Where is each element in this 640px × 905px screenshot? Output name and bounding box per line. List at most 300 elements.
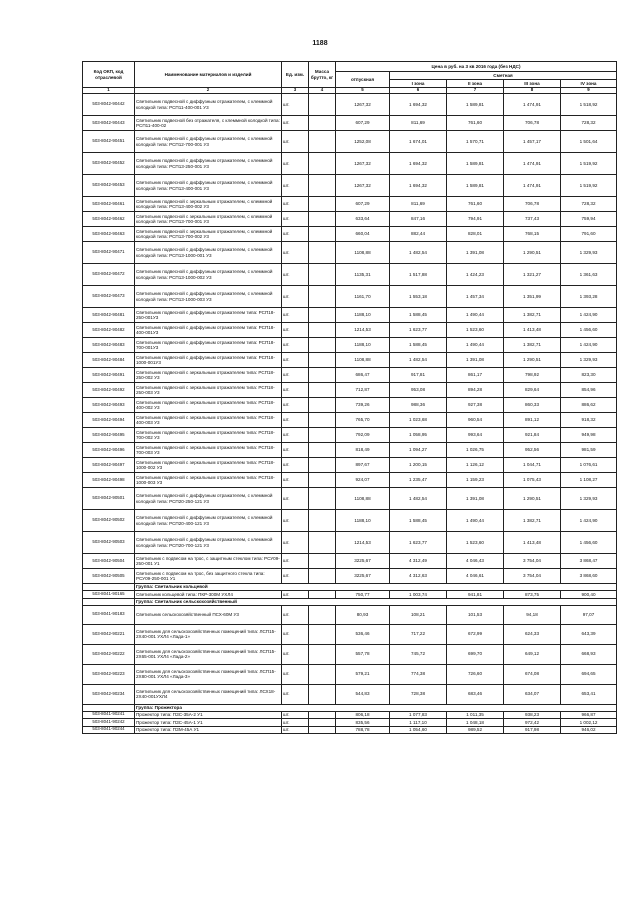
name-cell: Светильник сельскохозяйственный ПСХ-60М У3: [135, 605, 282, 624]
release-price-cell: 1108,88: [336, 488, 390, 510]
header-estimate-price: Сметная: [390, 72, 617, 80]
name-cell: Светильник для сельскохозяйственных помещений типа: ЛСП15-2Х65-001 УХЛ4 «Лада-2»: [135, 644, 282, 664]
zone-4-price-cell: 918,32: [561, 413, 617, 428]
code-cell: 503-8042-90498: [83, 473, 135, 488]
table-row: [83, 286, 617, 308]
zone-3-price-cell: 706,78: [504, 197, 561, 212]
zone-1-price-cell: 4 312,63: [390, 569, 447, 584]
table-row: [83, 591, 617, 599]
name-cell: Светильник подвесной с зеркальным отражателем типа: РСП18-250-003 У3: [135, 383, 282, 398]
zone-4-price-cell: 694,65: [561, 664, 617, 684]
mass-cell: [309, 286, 336, 308]
zone-1-price-cell: 1 588,45: [390, 338, 447, 353]
code-cell: 503-8042-90503: [83, 532, 135, 554]
zone-1-price-cell: 1 054,60: [390, 726, 447, 734]
zone-2-price-cell: 1 589,81: [447, 153, 504, 175]
mass-cell: [309, 338, 336, 353]
unit-cell: шт.: [282, 94, 309, 116]
release-price-cell: 1135,31: [336, 264, 390, 286]
zone-3-price-cell: 917,98: [504, 726, 561, 734]
table-row: [83, 353, 617, 368]
mass-cell: [309, 569, 336, 584]
zone-1-price-cell: 1 517,88: [390, 264, 447, 286]
release-price-cell: 739,26: [336, 398, 390, 413]
release-price-cell: 1188,10: [336, 510, 390, 532]
name-cell: Светильник подвесной с зеркальным отражателем типа: РСП18-1000-003 У3: [135, 473, 282, 488]
zone-2-price-cell: 4 046,61: [447, 569, 504, 584]
unit-cell: шт.: [282, 532, 309, 554]
zone-3-price-cell: 1 382,71: [504, 308, 561, 323]
table-row: [83, 131, 617, 153]
zone-3-price-cell: 860,33: [504, 398, 561, 413]
mass-cell: [309, 428, 336, 443]
release-price-cell: 1108,88: [336, 242, 390, 264]
table-row: [83, 719, 617, 727]
section-code-cell: [83, 704, 135, 711]
zone-3-price-cell: 1 321,27: [504, 264, 561, 286]
unit-cell: шт.: [282, 624, 309, 644]
release-price-cell: 1161,70: [336, 286, 390, 308]
code-cell: 503-8042-90504: [83, 554, 135, 569]
unit-cell: шт.: [282, 197, 309, 212]
release-price-cell: 633,64: [336, 212, 390, 227]
zone-1-price-cell: 1 200,15: [390, 458, 447, 473]
zone-3-price-cell: 1 413,48: [504, 532, 561, 554]
table-row: [83, 175, 617, 197]
table-row: [83, 413, 617, 428]
name-cell: Светильник подвесной с диффузным отражателем, с клеммной колодкой типа: РСП12-700-001 У3: [135, 131, 282, 153]
zone-2-price-cell: 1 589,81: [447, 94, 504, 116]
release-price-cell: 3225,67: [336, 554, 390, 569]
code-cell: 503-8042-90502: [83, 510, 135, 532]
zone-3-price-cell: 1 382,71: [504, 510, 561, 532]
zone-2-price-cell: 1 570,71: [447, 131, 504, 153]
release-price-cell: 897,67: [336, 458, 390, 473]
zone-4-price-cell: 1 501,64: [561, 131, 617, 153]
mass-cell: [309, 624, 336, 644]
unit-cell: шт.: [282, 510, 309, 532]
zone-2-price-cell: 993,64: [447, 428, 504, 443]
zone-3-price-cell: 706,78: [504, 116, 561, 131]
zone-4-price-cell: 946,02: [561, 726, 617, 734]
header-code: Код ОКП, код отраслевой: [83, 62, 135, 88]
table-row: [83, 644, 617, 664]
zone-1-price-cell: 811,69: [390, 116, 447, 131]
zone-1-price-cell: 745,72: [390, 644, 447, 664]
mass-cell: [309, 510, 336, 532]
table-row: [83, 94, 617, 116]
release-price-cell: 1252,08: [336, 131, 390, 153]
zone-1-price-cell: 1 623,77: [390, 532, 447, 554]
table-row: [83, 116, 617, 131]
unit-cell: шт.: [282, 153, 309, 175]
zone-2-price-cell: 794,91: [447, 212, 504, 227]
release-price-cell: 536,46: [336, 624, 390, 644]
zone-3-price-cell: 972,42: [504, 719, 561, 727]
unit-cell: шт.: [282, 227, 309, 242]
zone-1-price-cell: 1 077,83: [390, 711, 447, 719]
name-cell: Светильник подвесной без отражателя, с клеммной колодкой типа: РСП11-400-02: [135, 116, 282, 131]
header-name: Наименование материалов и изделий: [135, 62, 282, 88]
zone-3-price-cell: 1 474,91: [504, 153, 561, 175]
section-code-cell: [83, 584, 135, 591]
release-price-cell: 750,77: [336, 591, 390, 599]
section-title: Группа: Светильник сельскохозяйственный: [135, 598, 617, 605]
zone-4-price-cell: 966,87: [561, 711, 617, 719]
zone-1-price-cell: 953,08: [390, 383, 447, 398]
zone-3-price-cell: 798,92: [504, 368, 561, 383]
code-cell: 503-8042-90497: [83, 458, 135, 473]
zone-2-price-cell: 1 011,35: [447, 711, 504, 719]
name-cell: Светильник подвесной с диффузным отражателем, с клеммной колодкой типа: РСП20-250-121 У3: [135, 488, 282, 510]
table-row: [83, 323, 617, 338]
zone-1-price-cell: 1 482,54: [390, 353, 447, 368]
table-row: [83, 664, 617, 684]
code-cell: 503-8042-90493: [83, 398, 135, 413]
zone-1-price-cell: 728,38: [390, 684, 447, 704]
name-cell: Прожектор типа: ПЗС-45А-1 У1: [135, 719, 282, 727]
code-cell: 503-8042-90473: [83, 286, 135, 308]
zone-4-price-cell: 3 868,60: [561, 569, 617, 584]
code-cell: 503-8041-90183: [83, 605, 135, 624]
name-cell: Прожектор типа: ПЗМ-45А У1: [135, 726, 282, 734]
code-cell: 503-8042-90452: [83, 153, 135, 175]
zone-1-price-cell: 1 694,32: [390, 153, 447, 175]
unit-cell: шт.: [282, 116, 309, 131]
zone-3-price-cell: 1 290,51: [504, 242, 561, 264]
zone-4-price-cell: 668,93: [561, 644, 617, 664]
header-zone-4: IV зона: [561, 80, 617, 88]
release-price-cell: 765,70: [336, 413, 390, 428]
code-cell: 503-8042-90234: [83, 684, 135, 704]
zone-4-price-cell: 1 108,27: [561, 473, 617, 488]
unit-cell: шт.: [282, 242, 309, 264]
release-price-cell: 1214,53: [336, 323, 390, 338]
zone-4-price-cell: 1 361,63: [561, 264, 617, 286]
zone-3-price-cell: 624,33: [504, 624, 561, 644]
unit-cell: шт.: [282, 664, 309, 684]
zone-2-price-cell: 761,60: [447, 197, 504, 212]
zone-2-price-cell: 960,54: [447, 413, 504, 428]
mass-cell: [309, 473, 336, 488]
unit-cell: шт.: [282, 264, 309, 286]
name-cell: Прожектор типа: ПЗС-35А-2 У1: [135, 711, 282, 719]
name-cell: Светильник подвесной с зеркальным отражателем типа: РСП18-250-002 У3: [135, 368, 282, 383]
name-cell: Светильник подвесной с диффузным отражателем типа: РСП18-700-001У3: [135, 338, 282, 353]
unit-cell: шт.: [282, 323, 309, 338]
name-cell: Светильник подвесной с диффузным отражателем типа: РСП18-400-001У3: [135, 323, 282, 338]
code-cell: 503-8042-90501: [83, 488, 135, 510]
name-cell: Светильник подвесной с зеркальным отражателем типа: РСП18-700-002 У3: [135, 428, 282, 443]
zone-2-price-cell: 927,38: [447, 398, 504, 413]
code-cell: 503-8042-90484: [83, 353, 135, 368]
zone-4-price-cell: 1 456,60: [561, 323, 617, 338]
name-cell: Светильник кольцевой типа: ПКР-300М УХЛ4: [135, 591, 282, 599]
release-price-cell: 1188,10: [336, 308, 390, 323]
name-cell: Светильник подвесной с диффузным отражателем, с клеммной колодкой типа: РСП20-400-121 У3: [135, 510, 282, 532]
table-row: [83, 153, 617, 175]
zone-3-price-cell: 921,84: [504, 428, 561, 443]
code-cell: 503-8041-90165: [83, 591, 135, 599]
name-cell: Светильник подвесной с зеркальным отражателем типа: РСП18-400-002 У3: [135, 398, 282, 413]
table-row: [83, 398, 617, 413]
code-cell: 503-8041-90242: [83, 719, 135, 727]
release-price-cell: 818,49: [336, 443, 390, 458]
column-number: 5: [336, 88, 390, 94]
zone-3-price-cell: 1 290,51: [504, 488, 561, 510]
unit-cell: шт.: [282, 605, 309, 624]
mass-cell: [309, 383, 336, 398]
zone-4-price-cell: 643,39: [561, 624, 617, 644]
column-number: 1: [83, 88, 135, 94]
release-price-cell: 3225,67: [336, 569, 390, 584]
code-cell: 503-8042-90443: [83, 116, 135, 131]
zone-1-price-cell: 1 553,18: [390, 286, 447, 308]
table-row: [83, 338, 617, 353]
zone-3-price-cell: 634,07: [504, 684, 561, 704]
column-number: 9: [561, 88, 617, 94]
name-cell: Светильник подвесной с зеркальным отражателем типа: РСП18-1000-002 У3: [135, 458, 282, 473]
code-cell: 503-8042-90496: [83, 443, 135, 458]
release-price-cell: 792,09: [336, 428, 390, 443]
code-cell: 503-8042-90461: [83, 197, 135, 212]
zone-2-price-cell: 1 589,81: [447, 175, 504, 197]
table-row: [83, 264, 617, 286]
zone-1-price-cell: 811,69: [390, 197, 447, 212]
name-cell: Светильник подвесной с зеркальным отражателем, с клеммной колодкой типа: РСП13-700-002 У3: [135, 227, 282, 242]
price-table: [82, 61, 617, 734]
table-row: [83, 308, 617, 323]
unit-cell: шт.: [282, 711, 309, 719]
zone-4-price-cell: 3 868,47: [561, 554, 617, 569]
zone-4-price-cell: 1 518,92: [561, 94, 617, 116]
name-cell: Светильник для сельскохозяйственных помещений типа: ЛСП15-2Х40-001 УХЛ4 «Лада-1»: [135, 624, 282, 644]
zone-1-price-cell: 717,22: [390, 624, 447, 644]
section-row: [83, 704, 617, 711]
zone-2-price-cell: 1 490,44: [447, 510, 504, 532]
name-cell: Светильник подвесной с диффузным отражателем, с клеммной колодкой типа: РСП13-250-001 У3: [135, 153, 282, 175]
unit-cell: шт.: [282, 719, 309, 727]
zone-4-price-cell: 759,94: [561, 212, 617, 227]
zone-2-price-cell: 989,52: [447, 726, 504, 734]
column-number: 4: [309, 88, 336, 94]
zone-1-price-cell: 1 623,77: [390, 323, 447, 338]
zone-4-price-cell: 1 519,92: [561, 175, 617, 197]
release-price-cell: 1267,32: [336, 175, 390, 197]
zone-4-price-cell: 1 329,93: [561, 488, 617, 510]
section-title: Группа: Светильник кольцевой: [135, 584, 617, 591]
zone-1-price-cell: 882,44: [390, 227, 447, 242]
code-cell: 503-8042-90481: [83, 308, 135, 323]
unit-cell: шт.: [282, 684, 309, 704]
zone-1-price-cell: 1 058,95: [390, 428, 447, 443]
release-price-cell: 1108,88: [336, 353, 390, 368]
zone-2-price-cell: 1 391,08: [447, 353, 504, 368]
release-price-cell: 788,78: [336, 726, 390, 734]
zone-1-price-cell: 1 023,68: [390, 413, 447, 428]
mass-cell: [309, 605, 336, 624]
zone-1-price-cell: 108,21: [390, 605, 447, 624]
table-row: [83, 684, 617, 704]
unit-cell: шт.: [282, 591, 309, 599]
section-row: [83, 584, 617, 591]
zone-2-price-cell: 941,81: [447, 591, 504, 599]
unit-cell: шт.: [282, 368, 309, 383]
table-row: [83, 428, 617, 443]
zone-4-price-cell: 1 002,12: [561, 719, 617, 727]
code-cell: 503-8042-90222: [83, 644, 135, 664]
zone-1-price-cell: 1 482,54: [390, 488, 447, 510]
mass-cell: [309, 458, 336, 473]
zone-1-price-cell: 847,16: [390, 212, 447, 227]
zone-2-price-cell: 1 391,08: [447, 242, 504, 264]
zone-1-price-cell: 1 694,32: [390, 94, 447, 116]
unit-cell: шт.: [282, 353, 309, 368]
table-row: [83, 605, 617, 624]
zone-2-price-cell: 726,60: [447, 664, 504, 684]
release-price-cell: 660,04: [336, 227, 390, 242]
name-cell: Светильник подвесной с диффузным отражателем, с клеммной колодкой типа: РСП11-400-001 У3: [135, 94, 282, 116]
zone-3-price-cell: 94,18: [504, 605, 561, 624]
mass-cell: [309, 711, 336, 719]
mass-cell: [309, 719, 336, 727]
mass-cell: [309, 443, 336, 458]
unit-cell: шт.: [282, 488, 309, 510]
release-price-cell: 607,29: [336, 197, 390, 212]
unit-cell: шт.: [282, 175, 309, 197]
code-cell: 503-8042-90483: [83, 338, 135, 353]
zone-3-price-cell: 3 754,04: [504, 554, 561, 569]
zone-1-price-cell: 1 094,27: [390, 443, 447, 458]
zone-3-price-cell: 1 044,71: [504, 458, 561, 473]
zone-3-price-cell: 737,43: [504, 212, 561, 227]
code-cell: 503-8042-90472: [83, 264, 135, 286]
mass-cell: [309, 554, 336, 569]
code-cell: 503-8042-90463: [83, 227, 135, 242]
zone-2-price-cell: 1 048,18: [447, 719, 504, 727]
unit-cell: шт.: [282, 443, 309, 458]
header-zone-2: II зона: [447, 80, 504, 88]
mass-cell: [309, 242, 336, 264]
zone-4-price-cell: 728,32: [561, 197, 617, 212]
zone-4-price-cell: 900,40: [561, 591, 617, 599]
zone-4-price-cell: 981,59: [561, 443, 617, 458]
unit-cell: шт.: [282, 413, 309, 428]
unit-cell: шт.: [282, 726, 309, 734]
mass-cell: [309, 726, 336, 734]
mass-cell: [309, 591, 336, 599]
zone-4-price-cell: 791,60: [561, 227, 617, 242]
zone-1-price-cell: 1 003,74: [390, 591, 447, 599]
zone-2-price-cell: 861,17: [447, 368, 504, 383]
code-cell: 503-8042-90495: [83, 428, 135, 443]
zone-2-price-cell: 1 026,75: [447, 443, 504, 458]
mass-cell: [309, 264, 336, 286]
mass-cell: [309, 131, 336, 153]
mass-cell: [309, 212, 336, 227]
mass-cell: [309, 175, 336, 197]
release-price-cell: 686,47: [336, 368, 390, 383]
table-row: [83, 473, 617, 488]
zone-1-price-cell: 988,36: [390, 398, 447, 413]
release-price-cell: 1188,10: [336, 338, 390, 353]
zone-1-price-cell: 1 235,47: [390, 473, 447, 488]
name-cell: Светильник с подвесом на трос, с защитным стеклом типа: РСУ09-250-001 У1: [135, 554, 282, 569]
unit-cell: шт.: [282, 428, 309, 443]
zone-4-price-cell: 1 519,92: [561, 153, 617, 175]
zone-4-price-cell: 1 424,90: [561, 308, 617, 323]
name-cell: Светильник подвесной с зеркальным отражателем, с клеммной колодкой типа: РСП13-400-002 У3: [135, 197, 282, 212]
name-cell: Светильник подвесной с зеркальным отражателем типа: РСП18-400-003 У3: [135, 413, 282, 428]
zone-4-price-cell: 97,07: [561, 605, 617, 624]
table-row: [83, 443, 617, 458]
code-cell: 503-8042-90223: [83, 664, 135, 684]
code-cell: 503-8041-90241: [83, 711, 135, 719]
zone-4-price-cell: 1 424,90: [561, 338, 617, 353]
zone-4-price-cell: 728,32: [561, 116, 617, 131]
code-cell: 503-8042-90442: [83, 94, 135, 116]
unit-cell: шт.: [282, 554, 309, 569]
release-price-cell: 80,93: [336, 605, 390, 624]
release-price-cell: 1267,32: [336, 153, 390, 175]
zone-2-price-cell: 1 457,34: [447, 286, 504, 308]
zone-3-price-cell: 1 413,48: [504, 323, 561, 338]
zone-2-price-cell: 1 490,44: [447, 308, 504, 323]
zone-3-price-cell: 1 290,51: [504, 353, 561, 368]
mass-cell: [309, 644, 336, 664]
code-cell: 503-8042-90471: [83, 242, 135, 264]
header-price-group: Цена в руб. на 3 кв 2016 года (без НДС): [336, 62, 617, 72]
table-row: [83, 197, 617, 212]
unit-cell: шт.: [282, 338, 309, 353]
zone-4-price-cell: 1 393,28: [561, 286, 617, 308]
release-price-cell: 544,83: [336, 684, 390, 704]
mass-cell: [309, 323, 336, 338]
mass-cell: [309, 368, 336, 383]
zone-1-price-cell: 4 312,49: [390, 554, 447, 569]
release-price-cell: 1214,53: [336, 532, 390, 554]
mass-cell: [309, 413, 336, 428]
zone-3-price-cell: 1 075,43: [504, 473, 561, 488]
table-row: [83, 554, 617, 569]
code-cell: 503-8042-90492: [83, 383, 135, 398]
table-row: [83, 383, 617, 398]
table-row: [83, 212, 617, 227]
code-cell: 503-8042-90451: [83, 131, 135, 153]
unit-cell: шт.: [282, 473, 309, 488]
zone-2-price-cell: 1 523,60: [447, 323, 504, 338]
release-price-cell: 607,29: [336, 116, 390, 131]
unit-cell: шт.: [282, 398, 309, 413]
table-row: [83, 711, 617, 719]
table-row: [83, 227, 617, 242]
table-body: [83, 94, 617, 734]
zone-3-price-cell: 674,08: [504, 664, 561, 684]
name-cell: Светильник подвесной с диффузным отражателем, с клеммной колодкой типа: РСП13-400-001 У3: [135, 175, 282, 197]
code-cell: 503-8042-90482: [83, 323, 135, 338]
zone-4-price-cell: 1 329,93: [561, 353, 617, 368]
name-cell: Светильник подвесной с зеркальным отражателем, с клеммной колодкой типа: РСП13-700-001 У3: [135, 212, 282, 227]
table-row: [83, 624, 617, 644]
release-price-cell: 835,56: [336, 719, 390, 727]
unit-cell: шт.: [282, 569, 309, 584]
zone-4-price-cell: 854,96: [561, 383, 617, 398]
zone-4-price-cell: 949,98: [561, 428, 617, 443]
column-number: 8: [504, 88, 561, 94]
table-row: [83, 532, 617, 554]
zone-3-price-cell: 1 474,91: [504, 175, 561, 197]
zone-2-price-cell: 101,53: [447, 605, 504, 624]
